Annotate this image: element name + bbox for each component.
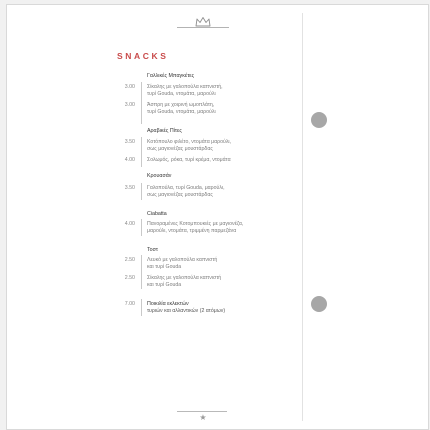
bottom-divider: [177, 411, 227, 412]
price: 3.00: [124, 84, 135, 90]
price: 4.00: [124, 157, 135, 163]
item-description: Πανοραμένες Κοτομπουκιές με μαγιονέζα,: [147, 221, 244, 227]
price: 2.50: [124, 275, 135, 281]
price: 4.00: [124, 221, 135, 227]
price: 3.50: [124, 185, 135, 191]
item-description: τυριών και αλλαντικών (2 ατόμων): [147, 308, 226, 314]
item-description: μαρούλι, ντομάτα, τριμμένη παρμεζάνα: [147, 228, 237, 234]
item-description: Γαλοπούλα, τυρί Gouda, μαρούλι,: [147, 185, 225, 191]
price-divider: [141, 299, 142, 316]
menu-item-name: Κρουασάν: [147, 173, 172, 179]
price: 2.50: [124, 257, 135, 263]
price: 7.00: [124, 301, 135, 307]
crown-icon: [177, 15, 229, 31]
fold-line: [302, 13, 303, 421]
star-icon: ★: [199, 413, 207, 422]
item-description: Άσπρη με χοιρινή ωμοπλάτη,: [147, 102, 215, 108]
price-divider: [141, 219, 142, 236]
item-description: και τυρί Gouda: [147, 264, 182, 270]
item-description: Σίκαλης με γαλοπούλα καπνιστή: [147, 275, 222, 281]
section-title: SNACKS: [117, 51, 169, 61]
item-description: και τυρί Gouda: [147, 282, 182, 288]
item-description: σως μαγιονέζας μουστάρδας: [147, 146, 213, 152]
menu-page: [6, 4, 429, 430]
item-description: Σολωμός, ρόκα, τυρί κρέμα, ντομάτα: [147, 157, 231, 163]
price-divider: [141, 137, 142, 167]
item-description: Σίκαλης με γαλοπούλα καπνιστή,: [147, 84, 223, 90]
price: 3.00: [124, 102, 135, 108]
menu-item-name: Τοστ: [147, 247, 158, 253]
price: 3.50: [124, 139, 135, 145]
binder-hole: [311, 296, 327, 312]
item-description: Λευκό με γαλοπούλα καπνιστή: [147, 257, 218, 263]
item-description: τυρί Gouda, ντομάτα, μαρούλι: [147, 91, 216, 97]
price-divider: [141, 255, 142, 289]
item-description: Κοτόπουλο φιλέτο, ντομάτα μαρούλι,: [147, 139, 232, 145]
menu-item-name: Ποικιλία εκλεκτών: [147, 301, 189, 307]
menu-item-name: Ciabatta: [147, 211, 167, 217]
binder-hole: [311, 112, 327, 128]
menu-item-name: Γαλλικές Μπαγκέτες: [147, 73, 195, 79]
item-description: τυρί Gouda, ντομάτα, μαρούλι: [147, 109, 216, 115]
item-description: σως μαγιονέζας μουστάρδας: [147, 192, 213, 198]
menu-item-name: Αραβικές Πίτες: [147, 128, 182, 134]
price-divider: [141, 183, 142, 200]
price-divider: [141, 82, 142, 124]
